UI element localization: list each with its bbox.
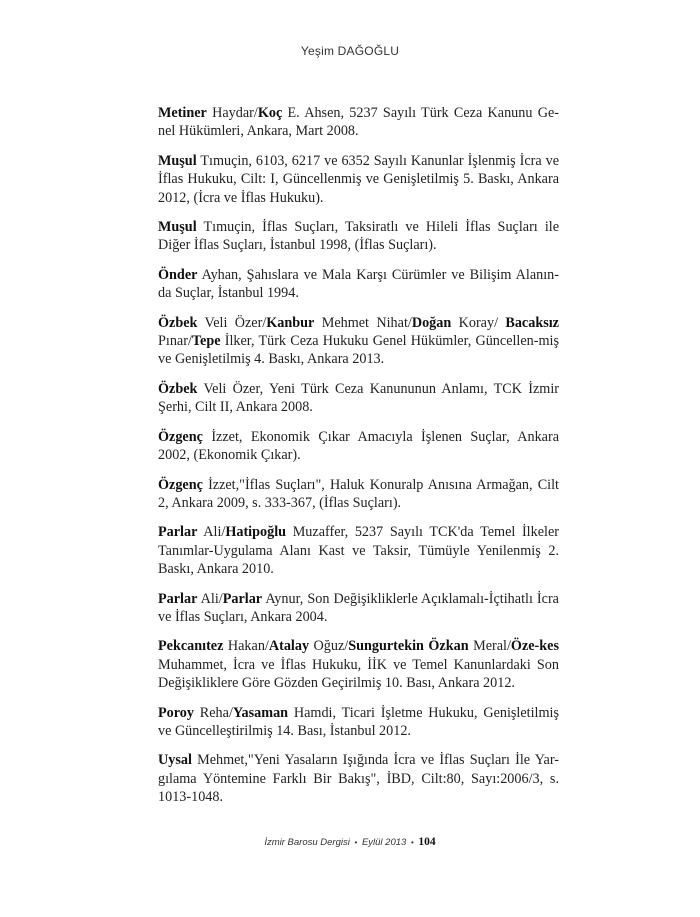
header-author: Yeşim DAĞOĞLU xyxy=(300,44,400,58)
footer-separator-1: • xyxy=(354,838,358,847)
entry-text: Ali/ xyxy=(197,590,223,607)
page-number: 104 xyxy=(418,836,436,848)
author-surname: Atalay xyxy=(268,638,310,655)
author-surname: Uysal xyxy=(158,752,192,769)
author-surname: Poroy xyxy=(158,704,194,721)
bibliography-entry xyxy=(158,314,559,369)
entry-text: Pınar/ xyxy=(158,333,192,350)
bibliography-entry xyxy=(158,637,559,692)
author-surname: Hatipoğlu xyxy=(225,524,287,541)
bibliography-entry xyxy=(158,523,559,578)
author-surname: Özgenç xyxy=(158,428,203,445)
author-surname: Özbek xyxy=(158,380,198,397)
entry-text: Hamdi, Ticari İşletme Hukuku, Genişletilmiş ve Güncelleştirilmiş 14. Bası, İstanbul 2012. xyxy=(158,704,559,739)
author-surname: Koç xyxy=(257,105,283,121)
author-surname: Muşul xyxy=(158,152,197,169)
bibliography-entry xyxy=(158,380,559,417)
author-surname: Yasaman xyxy=(232,704,289,721)
entry-text: Haydar/ xyxy=(206,105,258,121)
author-surname: Öze-kes xyxy=(510,638,559,655)
author-surname: Özgenç xyxy=(158,476,203,493)
footer-separator-2: • xyxy=(410,838,414,847)
bibliography-entry xyxy=(158,751,559,806)
entry-text: Tımuçin, İflas Suçları, Taksiratlı ve Hileli İflas Suçları ile Diğer İflas Suçları, İstanbul 1998, (İflas Suçları). xyxy=(158,219,559,254)
footer-issue: Eylül 2013 xyxy=(361,837,407,848)
page-footer xyxy=(0,836,700,848)
bibliography-entry xyxy=(158,218,559,255)
author-surname: Parlar xyxy=(158,524,198,541)
entry-text: İzzet,"İflas Suçları", Haluk Konuralp Anısına Armağan, Cilt 2, Ankara 2009, s. 333-367, (İflas Suçları). xyxy=(158,476,559,511)
author-surname: Özbek xyxy=(158,314,198,331)
entry-text: Mehmet Nihat/ xyxy=(314,314,412,331)
bibliography-entry xyxy=(158,152,559,207)
entry-text: İzzet, Ekonomik Çıkar Amacıyla İşlenen Suçlar, Ankara 2002, (Ekonomik Çıkar). xyxy=(158,428,559,464)
entry-text: Oğuz/ xyxy=(309,638,349,655)
entry-text: Ali/ xyxy=(197,524,226,541)
entry-text: Veli Özer, Yeni Türk Ceza Kanununun Anlamı, TCK İzmir Şerhi, Cilt II, Ankara 2008. xyxy=(158,380,559,416)
entry-text: Muhammet, İcra ve İflas Hukuku, İİK ve Temel Kanunlardaki Son Değişikliklere Göre Gözden Geçirilmiş 10. Bası, Ankara 2012. xyxy=(158,656,559,692)
bibliography-entry xyxy=(158,476,559,513)
bibliography-entry xyxy=(158,104,559,141)
bibliography-entry xyxy=(158,590,559,627)
author-surname: Önder xyxy=(158,266,198,283)
entry-text: Aynur, Son Değişikliklerle Açıklamalı-İçtihatlı İcra ve İflas Suçları, Ankara 2004. xyxy=(158,590,559,625)
author-surname: Muşul xyxy=(158,219,197,236)
entry-text: İlker, Türk Ceza Hukuku Genel Hükümler, Güncellen-miş ve Genişletilmiş 4. Baskı, Ankara 2013. xyxy=(158,333,559,368)
author-surname: Bacaksız xyxy=(505,314,559,331)
author-surname: Parlar xyxy=(158,590,198,607)
author-surname: Doğan xyxy=(411,314,452,331)
entry-text: E. Ahsen, 5237 Sayılı Türk Ceza Kanunu Ge-nel Hükümleri, Ankara, Mart 2008. xyxy=(158,105,559,140)
bibliography-entry xyxy=(158,704,559,741)
entry-text: Tımuçin, 6103, 6217 ve 6352 Sayılı Kanunlar İşlenmiş İcra ve İflas Hukuku, Cilt: I, Güncellenmiş ve Genişletilmiş 5. Baskı, Ankara 2012, (İcra ve İflas Hukuku). xyxy=(158,152,559,206)
entry-text: Koray/ xyxy=(451,314,506,331)
author-surname: Metiner xyxy=(158,105,207,121)
bibliography-list xyxy=(158,104,559,818)
author-surname: Tepe xyxy=(191,333,221,350)
author-surname: Pekcanıtez xyxy=(158,638,224,655)
bibliography-entry xyxy=(158,428,559,465)
entry-text: Mehmet,"Yeni Yasaların Işığında İcra ve İflas Suçları İle Yar-gılama Yöntemine Farklı Bir Bakış", İBD, Cilt:80, Sayı:2006/3, s. 1013-1048. xyxy=(158,752,559,806)
entry-text: Muzaffer, 5237 Sayılı TCK'da Temel İlkeler Tanımlar-Uygulama Alanı Kast ve Taksir, Tümüyle Yenilenmiş 2. Baskı, Ankara 2010. xyxy=(158,524,559,578)
entry-text: Meral/ xyxy=(468,638,511,655)
footer-journal: İzmir Barosu Dergisi xyxy=(264,837,350,848)
author-surname: Kanbur xyxy=(266,314,315,331)
bibliography-entry xyxy=(158,266,559,303)
entry-text: Hakan/ xyxy=(223,638,269,655)
entry-text: Veli Özer/ xyxy=(197,314,267,331)
author-surname: Sungurtekin Özkan xyxy=(348,638,469,655)
running-header xyxy=(0,44,700,58)
entry-text: Ayhan, Şahıslara ve Mala Karşı Cürümler ve Bilişim Alanın-da Suçlar, İstanbul 1994. xyxy=(158,266,559,302)
author-surname: Parlar xyxy=(222,590,263,607)
entry-text: Reha/ xyxy=(194,704,233,721)
